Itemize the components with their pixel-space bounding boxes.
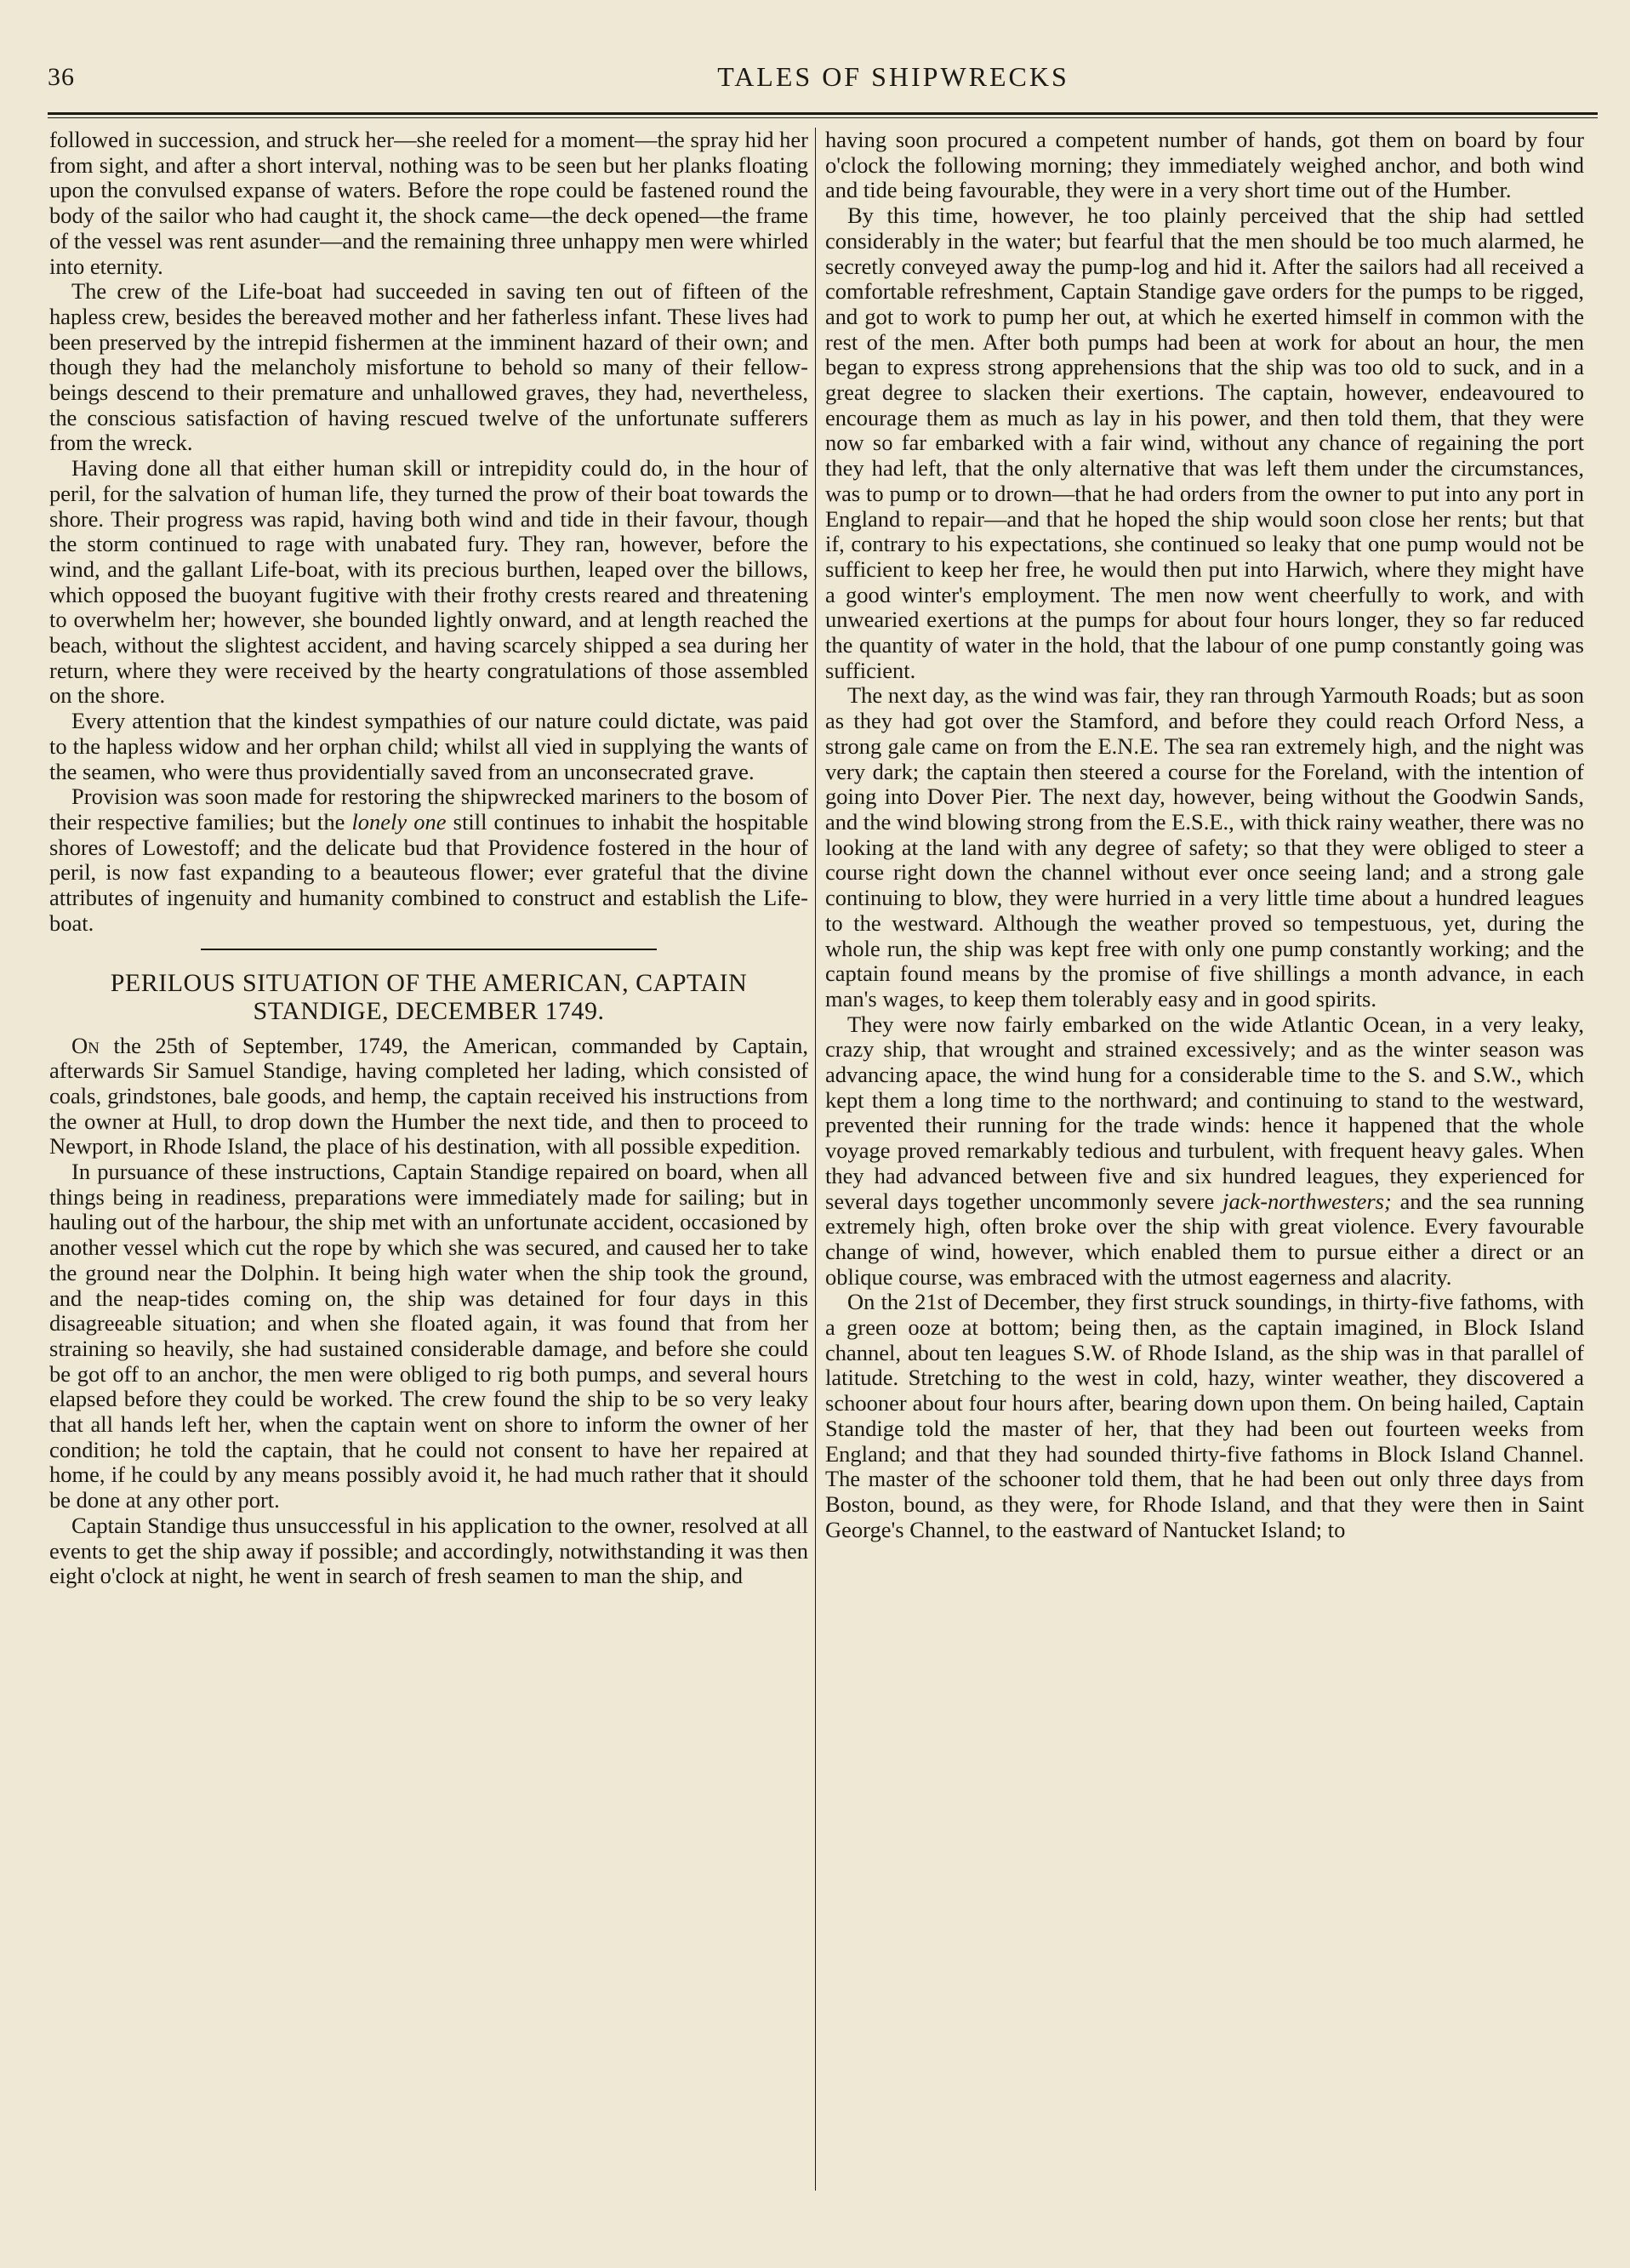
- paragraph: The crew of the Life-boat had succeeded in saving ten out of fifteen of the hapless crew, besides the bereaved mother and her fatherless infant. These lives had been preserved by the intrepid fishermen at the imminent hazard of their own; and though they had the melancholy misfortune to behold so many of their fellow-beings descend to their premature and unhallowed graves, they had, nevertheless, the conscious satisfaction of having rescued twelve of the unfortunate sufferers from the wreck.: [49, 278, 808, 456]
- paragraph: The next day, as the wind was fair, they ran through Yarmouth Roads; but as soon as they had got over the Stamford, and before they could reach Orford Ness, a strong gale came on from the E.N.E. The sea ran extremely high, and the night was very dark; the captain then steered a course for the Foreland, with the intention of going into Dover Pier. The next day, however, being without the Goodwin Sands, and the wind blowing strong from the E.S.E., with thick rainy weather, there was no looking at the land with any degree of safety; so that they were obliged to steer a course right down the channel without ever once seeing land; and a strong gale continuing to blow, they were hurried in a very little time about a hundred leagues to the westward. Although the weather proved so tempestuous, yet, during the whole run, the ship was kept free with only one pump constantly working; and the captain found means by the promise of five shillings a month advance, in each man's wages, to keep them tolerably easy and in good spirits.: [825, 682, 1584, 1011]
- italic-text: lonely one: [351, 808, 447, 835]
- running-head: TALES OF SHIPWRECKS: [717, 61, 1069, 92]
- paragraph: [49, 1034, 808, 1160]
- lead-word: On: [71, 1032, 100, 1058]
- paragraph: [825, 1012, 1584, 1291]
- text-run: still continues to inhabit the hospitable shores of Lowestoff; and the delicate bud that Providence fostered in the hour of peril, is now fast expanding to a beauteous flower; ever grateful that the divine attributes of ingenuity and humanity combined to construct and establish the Life-boat.: [49, 808, 808, 936]
- paragraph: On the 21st of December, they first struck soundings, in thirty-five fathoms, with a green ooze at bottom; being then, as the captain imagined, in Block Island channel, about ten leagues S.W. of Rhode Island, as the ship was in that parallel of latitude. Stretching to the west in cold, hazy, winter weather, they discovered a schooner about four hours after, bearing down upon them. On being hailed, Captain Standige told the master of her, that they had been out fourteen weeks from England; and that they had sounded thirty-five fathoms in Block Island Channel. The master of the schooner told them, that he had been out only three days from Boston, bound, as they were, for Rhode Island, and that they were then in Saint George's Channel, to the eastward of Nantucket Island; to: [825, 1289, 1584, 1542]
- italic-text: jack-northwesters;: [1222, 1188, 1392, 1214]
- page-number: 36: [48, 63, 75, 91]
- right-column: [825, 128, 1584, 1542]
- text-run: They were now fairly embarked on the wide Atlantic Ocean, in a very leaky, crazy ship, that wrought and strained excessively; and as the winter season was advancing apace, the wind hung for a considerable time to the S. and S.W., which kept them a long time to the northward; and continuing to stand to the westward, prevented their running for the trade winds: hence it happened that the whole voyage proved remarkably tedious and turbulent, with frequent heavy gales. When they had advanced between five and six hundred leagues, they experienced for several days together uncommonly severe: [825, 1011, 1584, 1214]
- header-rule: [48, 112, 1598, 115]
- paragraph: followed in succession, and struck her—she reeled for a moment—the spray hid her from sight, and after a short interval, nothing was to be seen but her planks floating upon the convulsed expanse of waters. Before the rope could be fastened round the body of the sailor who had caught it, the shock came—the deck opened—the frame of the vessel was rent asunder—and the remaining three unhappy men were whirled into eternity.: [49, 127, 808, 279]
- paragraph: Having done all that either human skill or intrepidity could do, in the hour of peril, for the salvation of human life, they turned the prow of their boat towards the shore. Their progress was rapid, having both wind and tide in their favour, though the storm continued to rage with unabated fury. They ran, however, before the wind, and the gallant Life-boat, with its precious burthen, leaped over the billows, which opposed the buoyant fugitive with their frothy crests reared and threatening to overwhelm her; however, she bounded lightly onward, and at length reached the beach, without the slightest accident, and having scarcely shipped a sea during her return, where they were received by the hearty congratulations of those assembled on the shore.: [49, 455, 808, 709]
- column-divider: [815, 128, 816, 2191]
- text-run: and the sea running extremely high, often broke over the ship with great violence. Every favourable change of wind, however, which enabled them to pursue either a direct or an oblique course, was embraced with the utmost eagerness and alacrity.: [825, 1188, 1584, 1290]
- paragraph: [49, 784, 808, 936]
- section-heading: PERILOUS SITUATION OF THE AMERICAN, CAPTAIN STANDIGE, DECEMBER 1749.: [110, 968, 748, 1025]
- header-rule-thin: [48, 117, 1598, 118]
- paragraph: having soon procured a competent number of hands, got them on board by four o'clock the following morning; they immediately weighed anchor, and both wind and tide being favourable, they were in a very short time out of the Humber.: [825, 127, 1584, 203]
- paragraph: Every attention that the kindest sympathies of our nature could dictate, was paid to the hapless widow and her orphan child; whilst all vied in supplying the wants of the seamen, who were thus providentially saved from an unconsecrated grave.: [49, 708, 808, 784]
- text-run: the 25th of September, 1749, the American, commanded by Captain, afterwards Sir Samuel Standige, having completed her lading, which consisted of coals, grindstones, bale goods, and hemp, the captain received his instructions from the owner at Hull, to drop down the Humber the next tide, and then to proceed to Newport, in Rhode Island, the place of his destination, with all possible expedition.: [49, 1032, 808, 1160]
- text-run: Provision was soon made for restoring the shipwrecked mariners to the bosom of their respective families; but the: [49, 784, 808, 835]
- paragraph: In pursuance of these instructions, Captain Standige repaired on board, when all things being in readiness, preparations were immediately made for sailing; but in hauling out of the harbour, the ship met with an unfortunate accident, occasioned by another vessel which cut the rope by which she was secured, and caused her to take the ground near the Dolphin. It being high water when the ship took the ground, and the neap-tides coming on, the ship was detained for four days in this disagreeable situation; and when she floated again, it was found that from her straining so heavily, she had sustained considerable damage, and before she could be got off to an anchor, the men were obliged to rig both pumps, and several hours elapsed before they could be worked. The crew found the ship to be so very leaky that all hands left her, when the captain went on shore to inform the owner of her condition; he told the captain, that he could not consent to have her repaired at home, if he could by any means possibly avoid it, he had much rather that it should be done at any other port.: [49, 1159, 808, 1513]
- left-column: [49, 128, 808, 1589]
- section-separator: [201, 949, 656, 950]
- paragraph: Captain Standige thus unsuccessful in his application to the owner, resolved at all events to get the ship away if possible; and accordingly, notwithstanding it was then eight o'clock at night, he went in search of fresh seamen to man the ship, and: [49, 1512, 808, 1589]
- paragraph: By this time, however, he too plainly perceived that the ship had settled considerably in the water; but fearful that the men should be too much alarmed, he secretly conveyed away the pump-log and hid it. After the sailors had all received a comfortable refreshment, Captain Standige gave orders for the pumps to be rigged, and got to work to pump her out, at which he exerted himself in common with the rest of the men. After both pumps had been at work for about an hour, the men began to express strong apprehensions that the ship was too old to suck, and in a great degree to slacken their exertions. The captain, however, endeavoured to encourage them as much as lay in his power, and then told them, that they were now so far embarked with a fair wind, without any chance of regaining the port they had left, that the only alternative that was left them under the circumstances, was to pump or to drown—that he had orders from the owner to put into any port in England to repair—and that he hoped the ship would soon close her rents; but that if, contrary to his expectations, she continued so leaky that one pump would not be sufficient to keep her free, he would then put into Harwich, where they might have a good winter's employment. The men now went cheerfully to work, and with unwearied exertions at the pumps for about four hours longer, they so far reduced the quantity of water in the hold, that the labour of one pump constantly going was sufficient.: [825, 202, 1584, 683]
